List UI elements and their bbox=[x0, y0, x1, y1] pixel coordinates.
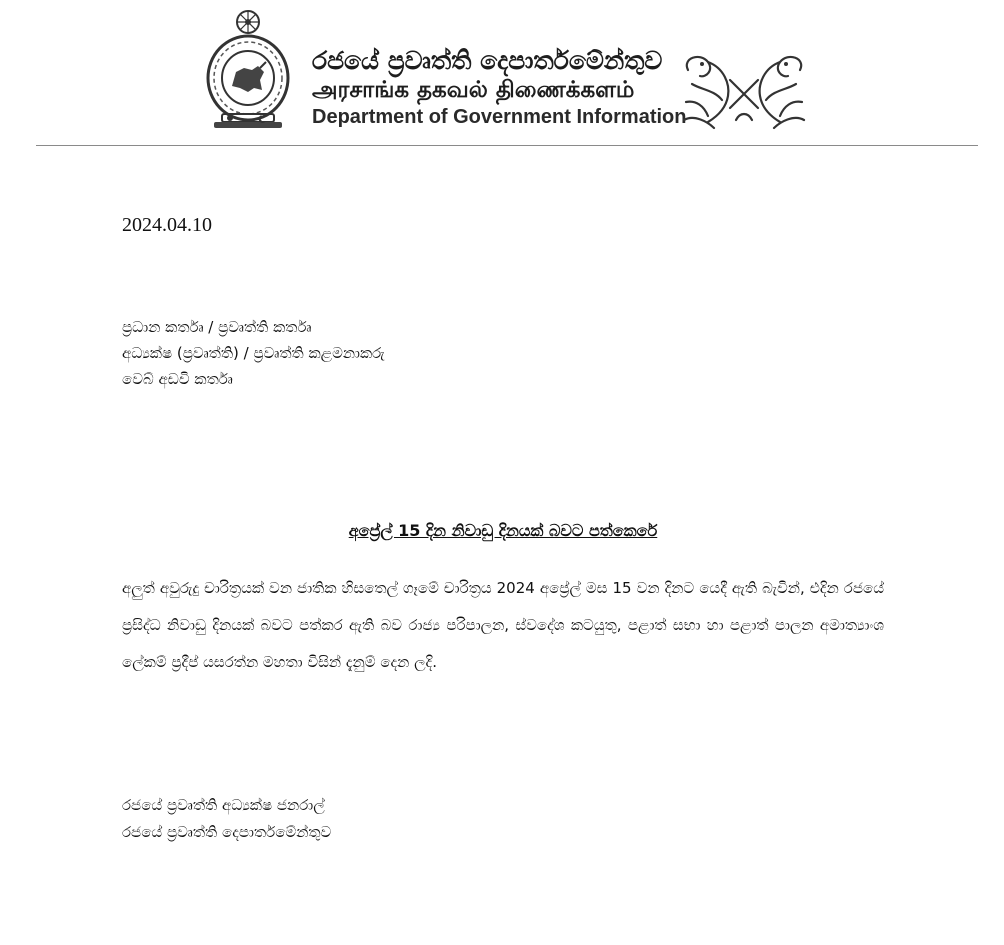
department-name-sinhala: රජයේ ප්‍රවෘත්ති දෙපාර්තමේන්තුව bbox=[312, 46, 663, 75]
department-name-english: Department of Government Information bbox=[312, 106, 687, 128]
release-headline: අප්‍රේල් 15 දින නිවාඩු දිනයක් බවට පත්කෙරේ bbox=[348, 521, 658, 540]
recipient-line: අධ්‍යක්ෂ (ප්‍රවෘත්ති) / ප්‍රවෘත්ති කළමනාකරු bbox=[122, 344, 385, 362]
signoff-department: රජයේ ප්‍රවෘත්ති දෙපාර්තමේන්තුව bbox=[122, 823, 332, 841]
signoff-title: රජයේ ප්‍රවෘත්ති අධ්‍යක්ෂ ජනරාල් bbox=[122, 796, 325, 814]
recipient-line: වෙබ් අඩවි කර්තෘ bbox=[122, 370, 233, 388]
recipient-list bbox=[122, 314, 385, 392]
letterhead-divider bbox=[36, 145, 978, 146]
signoff-block bbox=[122, 792, 331, 846]
hamsa-swan-icon bbox=[678, 50, 810, 134]
release-body: අලුත් අවුරුදු චාරිත්‍රයක් වන ජාතික හිසතෙල් ගෑමේ චාරිත්‍රය 2024 අප්‍රේල් මස 15 වන දිනට යෙදී ඇති බැවින්, එදින රජයේ ප්‍රසිද්ධ නිවාඩු දිනයක් බවට පත්කර ඇති බව රාජ්‍ය පරිපාලන, ස්වදේශ කටයුතු, පළාත් සභා හා පළාත් පාලන අමාත්‍යාංශ ලේකම් ප්‍රදීප් යසරත්න මහතා විසින් දැනුම් දෙන ලදි. bbox=[122, 579, 884, 671]
department-name-tamil: அரசாங்க தகவல் திணைக்களம் bbox=[312, 77, 635, 103]
recipient-line: ප්‍රධාන කර්තෘ / ප්‍රවෘත්ති කර්තෘ bbox=[122, 318, 312, 336]
department-names bbox=[312, 46, 687, 130]
sri-lanka-emblem-icon bbox=[200, 6, 296, 134]
release-date: 2024.04.10 bbox=[122, 214, 212, 236]
